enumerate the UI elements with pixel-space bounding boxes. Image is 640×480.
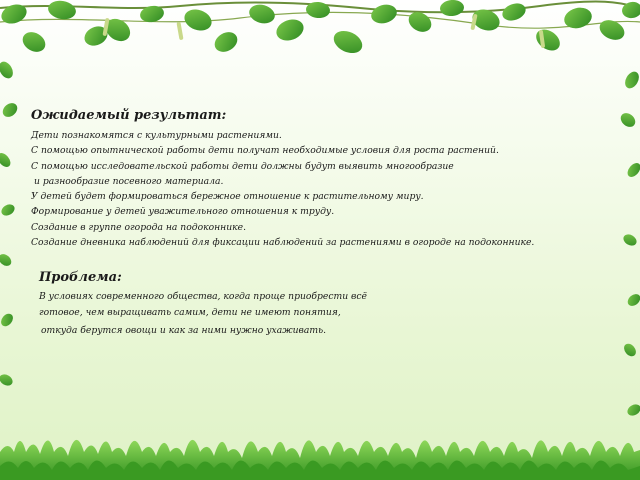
problem-line: откуда берутся овощи и как за ними нужно ухаживать.	[41, 325, 327, 336]
expected-result-line: У детей будет формироваться бережное отношение к растительному миру.	[31, 191, 424, 203]
expected-result-line: Дети познакомятся с культурными растениями.	[31, 130, 282, 141]
grass-border	[0, 440, 640, 480]
problem-heading: Проблема:	[39, 270, 122, 285]
expected-result-line: и разнообразие посевного материала.	[34, 175, 224, 187]
top-vine	[0, 2, 640, 29]
problem-line: готовое, чем выращивать самим, дети не имеют понятия,	[39, 307, 341, 318]
expected-result-heading: Ожидаемый результат:	[31, 108, 227, 123]
expected-result-line: С помощью исследовательской работы дети должны будут выявить многообразие	[31, 160, 454, 172]
expected-result-line: Создание в группе огорода на подоконнике.	[31, 221, 246, 233]
expected-result-section	[31, 108, 591, 250]
expected-result-line: Формирование у детей уважительного отношения к труду.	[31, 206, 335, 218]
problem-section	[39, 270, 599, 339]
expected-result-line: Создание дневника наблюдений для фиксации наблюдений за растениями в огороде на подоконнике.	[31, 237, 535, 249]
catkins	[102, 14, 545, 48]
top-leaves	[0, 0, 640, 57]
expected-result-line: С помощью опытнической работы дети получат необходимые условия для роста растений.	[31, 145, 499, 157]
problem-line: В условиях современного общества, когда проще приобрести всё	[39, 291, 367, 302]
